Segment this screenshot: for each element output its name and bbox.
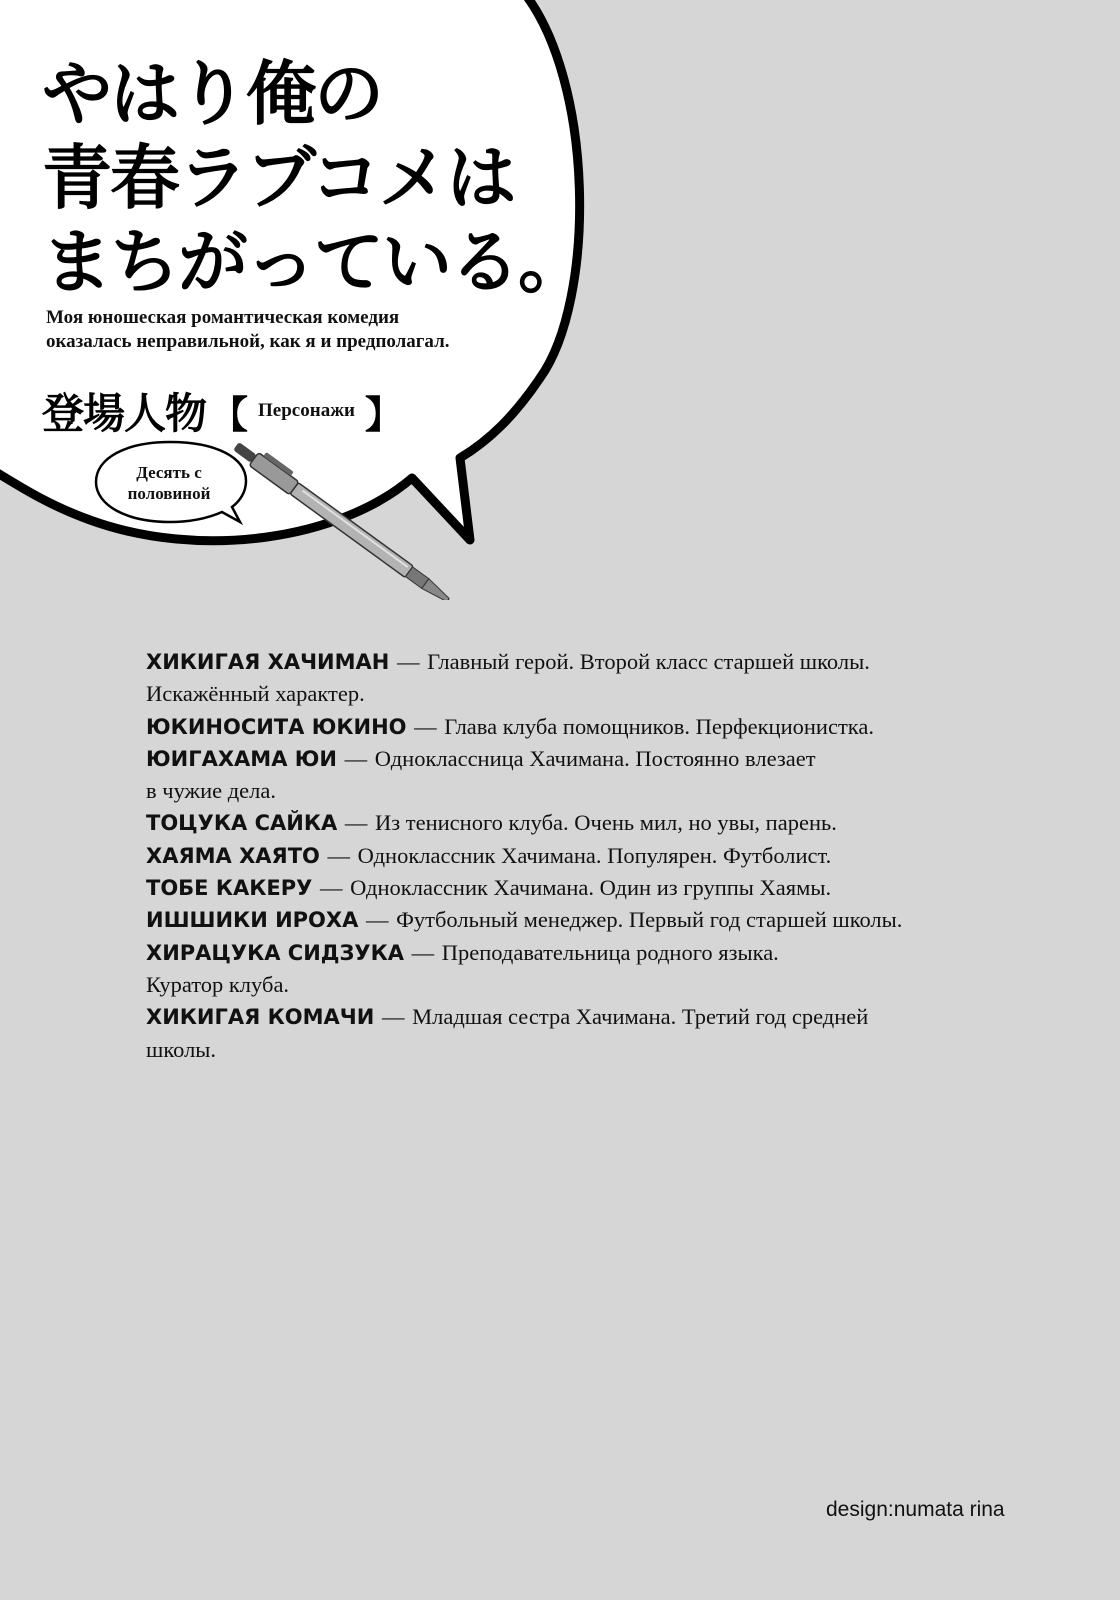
character-entry [146, 743, 1046, 808]
character-description-cont: в чужие дела. [146, 778, 276, 804]
character-list [146, 646, 1046, 1066]
character-name: ЮКИНОСИТА ЮКИНО [146, 714, 407, 739]
volume-label [100, 462, 238, 504]
character-name: ХИРАЦУКА СИДЗУКА [146, 940, 405, 965]
dash: — [327, 842, 350, 868]
book-title-japanese [42, 52, 586, 304]
dash: — [411, 939, 435, 965]
character-entry [146, 872, 1046, 904]
character-name: ТОЦУКА САЙКА [146, 811, 338, 836]
title-line: やはり俺の [42, 53, 382, 135]
dash: — [381, 1004, 405, 1030]
character-entry [146, 904, 1046, 936]
design-credit: design:numata rina [826, 1498, 1005, 1521]
character-description: Преподавательница родного языка. [441, 939, 779, 965]
dash: — [344, 745, 368, 771]
character-entry [146, 807, 1046, 839]
character-description: Одноклассник Хачимана. Один из группы Хаямы. [350, 875, 832, 901]
character-description: Глава клуба помощников. Перфекционистка. [444, 713, 874, 739]
character-entry [146, 711, 1046, 743]
volume-label-line: половиной [127, 484, 211, 503]
bracket-open: 【 [210, 392, 249, 437]
character-name: ТОБЕ КАКЕРУ [146, 876, 313, 901]
dash: — [396, 649, 420, 674]
character-description: Одноклассница Хачимана. Постоянно влезает [374, 745, 816, 771]
character-name: ИШШИКИ ИРОХА [146, 908, 359, 933]
character-name: ХАЯМА ХАЯТО [146, 843, 320, 868]
dash: — [319, 875, 343, 901]
character-name: ХИКИГАЯ ХАЧИМАН [146, 650, 390, 674]
character-description: Одноклассник Хачимана. Популярен. Футболист. [357, 842, 832, 868]
character-description: Младшая сестра Хачимана. Третий год средней [412, 1004, 869, 1030]
character-description: Из тенисного клуба. Очень мил, но увы, парень. [375, 810, 837, 836]
book-title-russian [46, 306, 516, 354]
character-entry [146, 937, 1046, 1002]
dash: — [414, 713, 437, 739]
dash: — [344, 810, 368, 836]
title-line: 青春ラブコメは [42, 137, 515, 219]
character-description-cont: школы. [146, 1036, 217, 1062]
character-entry [146, 1001, 1046, 1066]
characters-heading-jp: 登場人物 [42, 389, 207, 438]
bracket-close: 】 [364, 392, 403, 437]
character-description: Футбольный менеджер. Первый год старшей школы. [396, 907, 903, 933]
volume-label-line: Десять с [136, 463, 202, 482]
character-description: Главный герой. Второй класс старшей школы. [427, 649, 870, 674]
characters-heading-ru: Персонажи [258, 400, 355, 421]
subtitle-line: Моя юношеская романтическая комедия [46, 307, 400, 328]
character-entry [146, 646, 1046, 711]
dash: — [365, 907, 389, 933]
title-line: まちがっている。 [42, 221, 586, 303]
character-description-cont: Искажённый характер. [146, 681, 365, 707]
character-name: ХИКИГАЯ КОМАЧИ [146, 1005, 375, 1030]
character-entry [146, 840, 1046, 872]
character-description-cont: Куратор клуба. [146, 971, 290, 997]
characters-heading [42, 386, 407, 436]
character-name: ЮИГАХАМА ЮИ [146, 746, 337, 771]
subtitle-line: оказалась неправильной, как я и предполагал. [46, 331, 450, 352]
